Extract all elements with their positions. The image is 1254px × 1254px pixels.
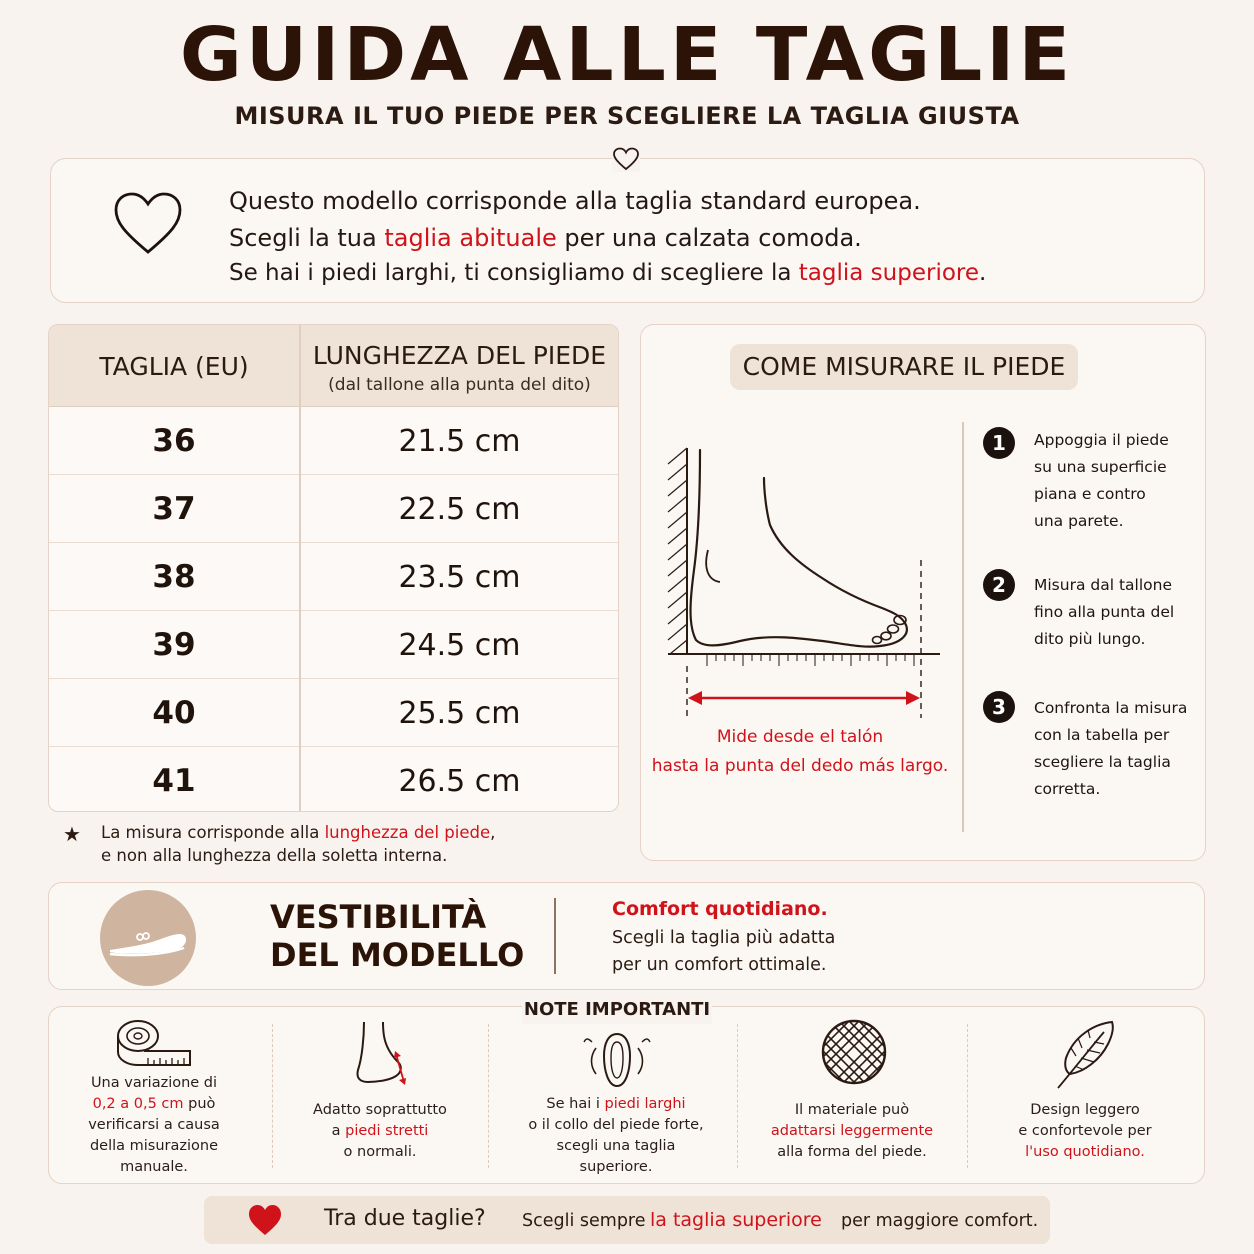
length-cell: 23.5 cm bbox=[398, 560, 521, 595]
note-1-text: Una variazione di 0,2 a 0,5 cm può verificarsi a causa della misurazione manuale. bbox=[88, 1075, 220, 1175]
ballet-flat-icon bbox=[100, 890, 196, 986]
step-number-2: 2 bbox=[983, 569, 1015, 601]
intro-line-3: Se hai i piedi larghi, ti consigliamo di scegliere la taglia superiore. bbox=[229, 260, 987, 286]
star-icon: ★ bbox=[63, 822, 81, 846]
bottom-question: Tra due taglie? bbox=[324, 1206, 486, 1231]
note-5-text: Design leggero e confortevole per l'uso quotidiano. bbox=[1018, 1102, 1152, 1160]
table-row bbox=[49, 543, 619, 611]
foot-measure-illustration bbox=[660, 430, 950, 730]
notes-separator bbox=[737, 1024, 738, 1168]
size-cell: 40 bbox=[152, 695, 196, 731]
length-cell: 25.5 cm bbox=[398, 696, 521, 731]
step-number-1: 1 bbox=[983, 427, 1015, 459]
notes-separator bbox=[967, 1024, 968, 1168]
table-note-line-1: La misura corrisponde alla lunghezza del piede, bbox=[101, 823, 496, 842]
measure-caption-line-2: hasta la punta del dedo más largo. bbox=[651, 756, 949, 776]
bottom-text-a: Scegli sempre bbox=[522, 1211, 646, 1231]
intro-line-1: Questo modello corrisponde alla taglia standard europea. bbox=[229, 187, 921, 215]
steps-divider bbox=[962, 422, 964, 832]
heart-outline-small-icon bbox=[612, 146, 640, 172]
size-cell: 41 bbox=[152, 763, 196, 799]
table-note-line-2: e non alla lunghezza della soletta interna. bbox=[101, 846, 448, 865]
table-row bbox=[49, 679, 619, 747]
measuring-tape-icon bbox=[114, 1016, 194, 1074]
size-cell: 38 bbox=[152, 559, 196, 595]
fit-title-line-1: VESTIBILITÀ bbox=[270, 898, 487, 936]
length-cell: 24.5 cm bbox=[398, 628, 521, 663]
notes-separator bbox=[272, 1024, 273, 1168]
length-cell: 22.5 cm bbox=[398, 492, 521, 527]
size-cell: 37 bbox=[152, 491, 196, 527]
fit-divider bbox=[554, 898, 556, 974]
note-4-text: Il materiale può adattarsi leggermente alla forma del piede. bbox=[770, 1102, 934, 1160]
fit-text-line-1: Scegli la taglia più adatta bbox=[612, 928, 836, 948]
feather-icon bbox=[1054, 1018, 1118, 1094]
intro-line-2: Scegli la tua taglia abituale per una calzata comoda. bbox=[229, 224, 862, 252]
length-cell: 21.5 cm bbox=[398, 424, 521, 459]
heart-filled-icon bbox=[247, 1203, 283, 1237]
notes-title: NOTE IMPORTANTI bbox=[523, 999, 711, 1020]
measure-caption-line-1: Mide desde el talón bbox=[716, 727, 884, 747]
heart-outline-icon bbox=[112, 190, 184, 258]
note-2-text: Adatto soprattutto a piedi stretti o normali. bbox=[313, 1102, 447, 1160]
table-row bbox=[49, 747, 619, 812]
fit-headline: Comfort quotidiano. bbox=[612, 898, 828, 920]
bottom-text-c: per maggiore comfort. bbox=[841, 1211, 1039, 1231]
page-subtitle: MISURA IL TUO PIEDE PER SCEGLIERE LA TAGLIA GIUSTA bbox=[234, 102, 1020, 130]
table-row bbox=[49, 407, 619, 475]
fit-text-line-2: per un comfort ottimale. bbox=[612, 955, 827, 975]
step-3-text: Confronta la misura con la tabella per scegliere la taglia corretta. bbox=[1034, 699, 1188, 798]
step-number-3: 3 bbox=[983, 691, 1015, 723]
notes-separator bbox=[488, 1024, 489, 1168]
step-1-text: Appoggia il piede su una superficie piana e contro una parete. bbox=[1034, 431, 1169, 530]
step-2-text: Misura dal tallone fino alla punta del dito più lungo. bbox=[1034, 576, 1175, 648]
size-cell: 39 bbox=[152, 627, 196, 663]
note-3-text: Se hai i piedi larghi o il collo del piede forte, scegli una taglia superiore. bbox=[528, 1096, 704, 1175]
size-cell: 36 bbox=[152, 423, 196, 459]
column-header-length: LUNGHEZZA DEL PIEDE bbox=[312, 341, 607, 370]
measure-title: COME MISURARE IL PIEDE bbox=[742, 352, 1066, 381]
foot-instep-icon bbox=[352, 1018, 416, 1092]
fit-title-line-2: DEL MODELLO bbox=[270, 936, 525, 974]
page-title: GUIDA ALLE TAGLIE bbox=[179, 12, 1075, 98]
column-header-size: TAGLIA (EU) bbox=[99, 352, 249, 381]
mesh-material-icon bbox=[820, 1018, 888, 1090]
column-header-length-sub: (dal tallone alla punta del dito) bbox=[328, 375, 591, 395]
foot-width-icon bbox=[582, 1030, 652, 1094]
bottom-text-highlight: la taglia superiore bbox=[650, 1209, 822, 1231]
size-table bbox=[48, 324, 619, 812]
length-cell: 26.5 cm bbox=[398, 764, 521, 799]
table-divider bbox=[299, 325, 301, 812]
table-row bbox=[49, 475, 619, 543]
table-row bbox=[49, 611, 619, 679]
